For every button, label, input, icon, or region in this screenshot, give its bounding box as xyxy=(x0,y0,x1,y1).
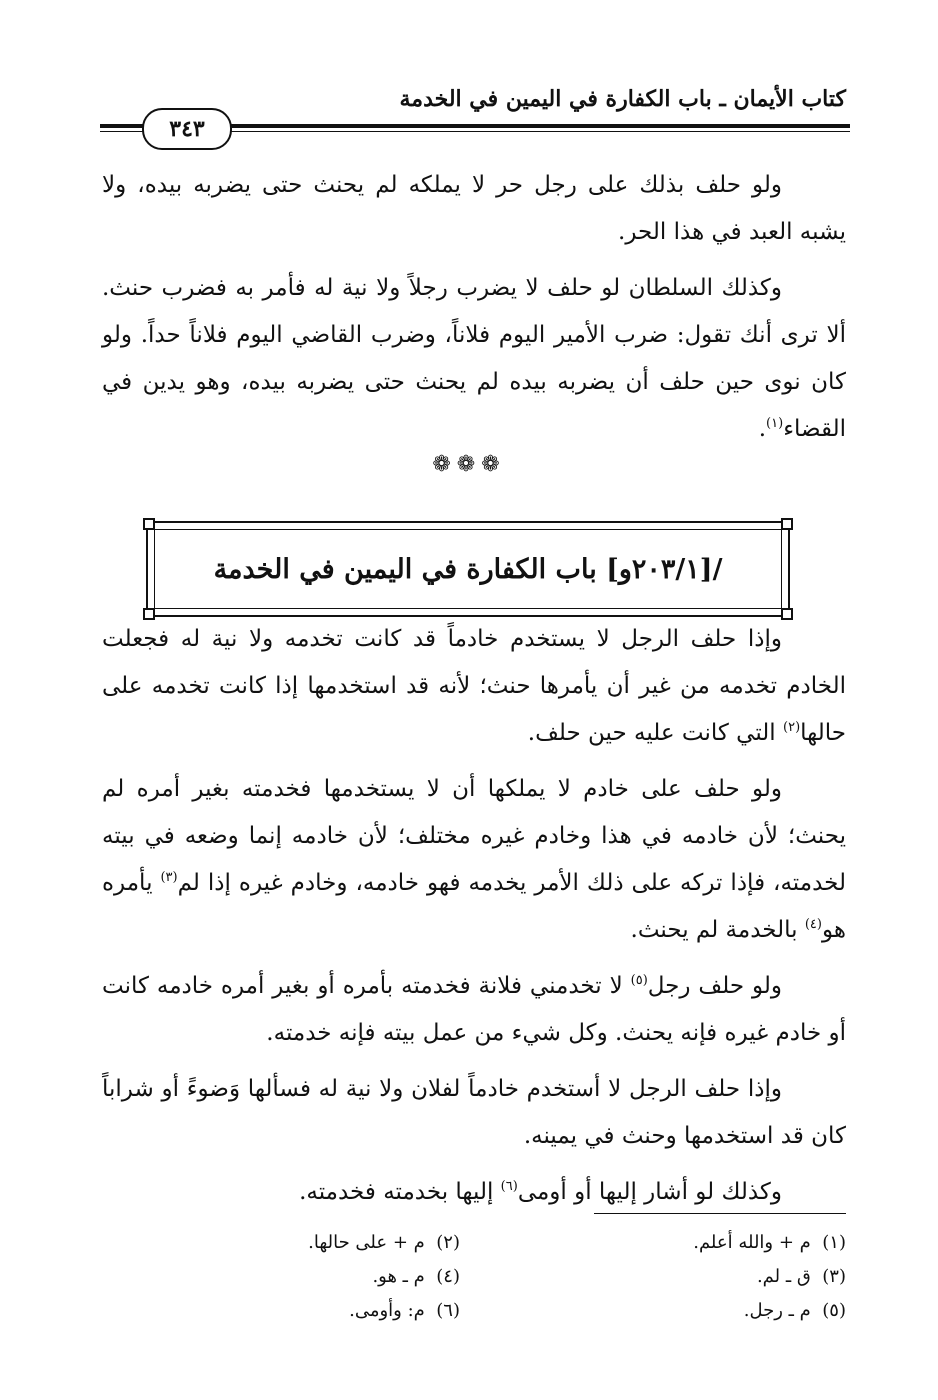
paragraph-text: يأمره هو xyxy=(102,870,846,943)
footnote-mark: (٣) xyxy=(160,870,178,885)
footnote xyxy=(349,1300,460,1321)
footnote-mark: (٦) xyxy=(500,1179,518,1194)
paragraph-text: بالخدمة لم يحنث. xyxy=(630,917,805,943)
footnote-text: م + على حالها. xyxy=(308,1232,425,1253)
footnote-number: (٥) xyxy=(822,1300,846,1321)
paragraph-text: ولو حلف على خادم لا يملكها أن لا يستخدمها فخدمته بغير أمره لم يحنث؛ لأن خادمه في هذا وخادم غيره مختلف؛ لأن خادمه إنما وضعه في بيته لخدمته، فإذا تركه على ذلك الأمر يخدمه فهو خادمه، وخادم غيره إذا لم xyxy=(102,776,846,896)
section-heading: /[٢٠٣/١و] باب الكفارة في اليمين في الخدمة xyxy=(213,553,723,585)
section-separator: ❁❁❁ xyxy=(432,452,506,477)
footnote-mark: (٢) xyxy=(783,720,801,735)
footnote xyxy=(693,1232,846,1253)
footnote-text: م: وأومى. xyxy=(349,1300,425,1321)
footnote-number: (١) xyxy=(822,1232,846,1253)
paragraph-text: وكذلك لو أشار إليها أو أومى xyxy=(517,1179,782,1205)
paragraph xyxy=(102,1169,846,1216)
footnote xyxy=(308,1232,460,1253)
footnote-text: م ـ رجل. xyxy=(743,1300,811,1321)
footnote-number: (٣) xyxy=(822,1266,846,1287)
paragraph-text: ولو حلف بذلك على رجل حر لا يملكه لم يحنث حتى يضربه بيده، ولا يشبه العبد في هذا الحر. xyxy=(102,172,846,245)
paragraph xyxy=(102,766,846,954)
paragraph xyxy=(102,1066,846,1160)
footnote-rule xyxy=(594,1213,846,1214)
paragraph-text: ولو حلف رجل xyxy=(647,973,782,999)
footnote-mark: (١) xyxy=(766,416,784,431)
paragraph-text: إليها بخدمته فخدمته. xyxy=(299,1179,501,1205)
footnote-text: م + والله أعلم. xyxy=(693,1232,811,1253)
footnote-mark: (٥) xyxy=(630,973,648,988)
footnote-number: (٢) xyxy=(436,1232,460,1253)
paragraph-text: وإذا حلف الرجل لا يستخدم خادماً قد كانت تخدمه ولا نية له فجعلت الخادم تخدمه من غير أن يأمرها حنث؛ لأنه قد استخدمها إذا كانت تخدمه على حالها xyxy=(102,626,846,746)
top-text-block xyxy=(102,162,846,453)
footnote-text: م ـ هو. xyxy=(372,1266,425,1287)
footnote-number: (٤) xyxy=(436,1266,460,1287)
paragraph-text: وكذلك السلطان لو حلف لا يضرب رجلاً ولا نية له فأمر به فضرب حنث. ألا ترى أنك تقول: ضرب الأمير اليوم فلاناً، وضرب القاضي اليوم فلاناً حداً. ولو كان نوى حين حلف أن يضربه بيده لم يحنث حتى يضربه بيده، وهو يدين في القضاء xyxy=(102,275,846,442)
footnote-number: (٦) xyxy=(436,1300,460,1321)
section-heading-frame xyxy=(146,521,790,617)
paragraph-text: لا تخدمني فلانة فخدمته بأمره أو بغير أمره خادمه كانت أو خادم غيره فإنه يحنث. وكل شيء من عمل بيته فإنه خدمته. xyxy=(102,973,846,1046)
paragraph xyxy=(102,162,846,256)
paragraph-text: التي كانت عليه حين حلف. xyxy=(527,720,784,746)
paragraph xyxy=(102,616,846,757)
paragraph-text: وإذا حلف الرجل لا أستخدم خادماً لفلان ولا نية له فسألها وَضوءً أو شراباً كان قد استخدمها وحنث في يمينه. xyxy=(102,1076,846,1149)
footnote xyxy=(744,1300,846,1321)
section-text-block xyxy=(102,616,846,1216)
footnote xyxy=(372,1266,460,1287)
footnote-mark: (٤) xyxy=(804,917,822,932)
footnote-text: ق ـ لم. xyxy=(756,1266,811,1287)
running-title: كتاب الأيمان ـ باب الكفارة في اليمين في الخدمة xyxy=(399,86,846,112)
paragraph xyxy=(102,265,846,453)
page-number: ٣٤٣ xyxy=(142,108,232,150)
footnote xyxy=(757,1266,846,1287)
paragraph xyxy=(102,963,846,1057)
paragraph-tail: . xyxy=(758,416,767,442)
